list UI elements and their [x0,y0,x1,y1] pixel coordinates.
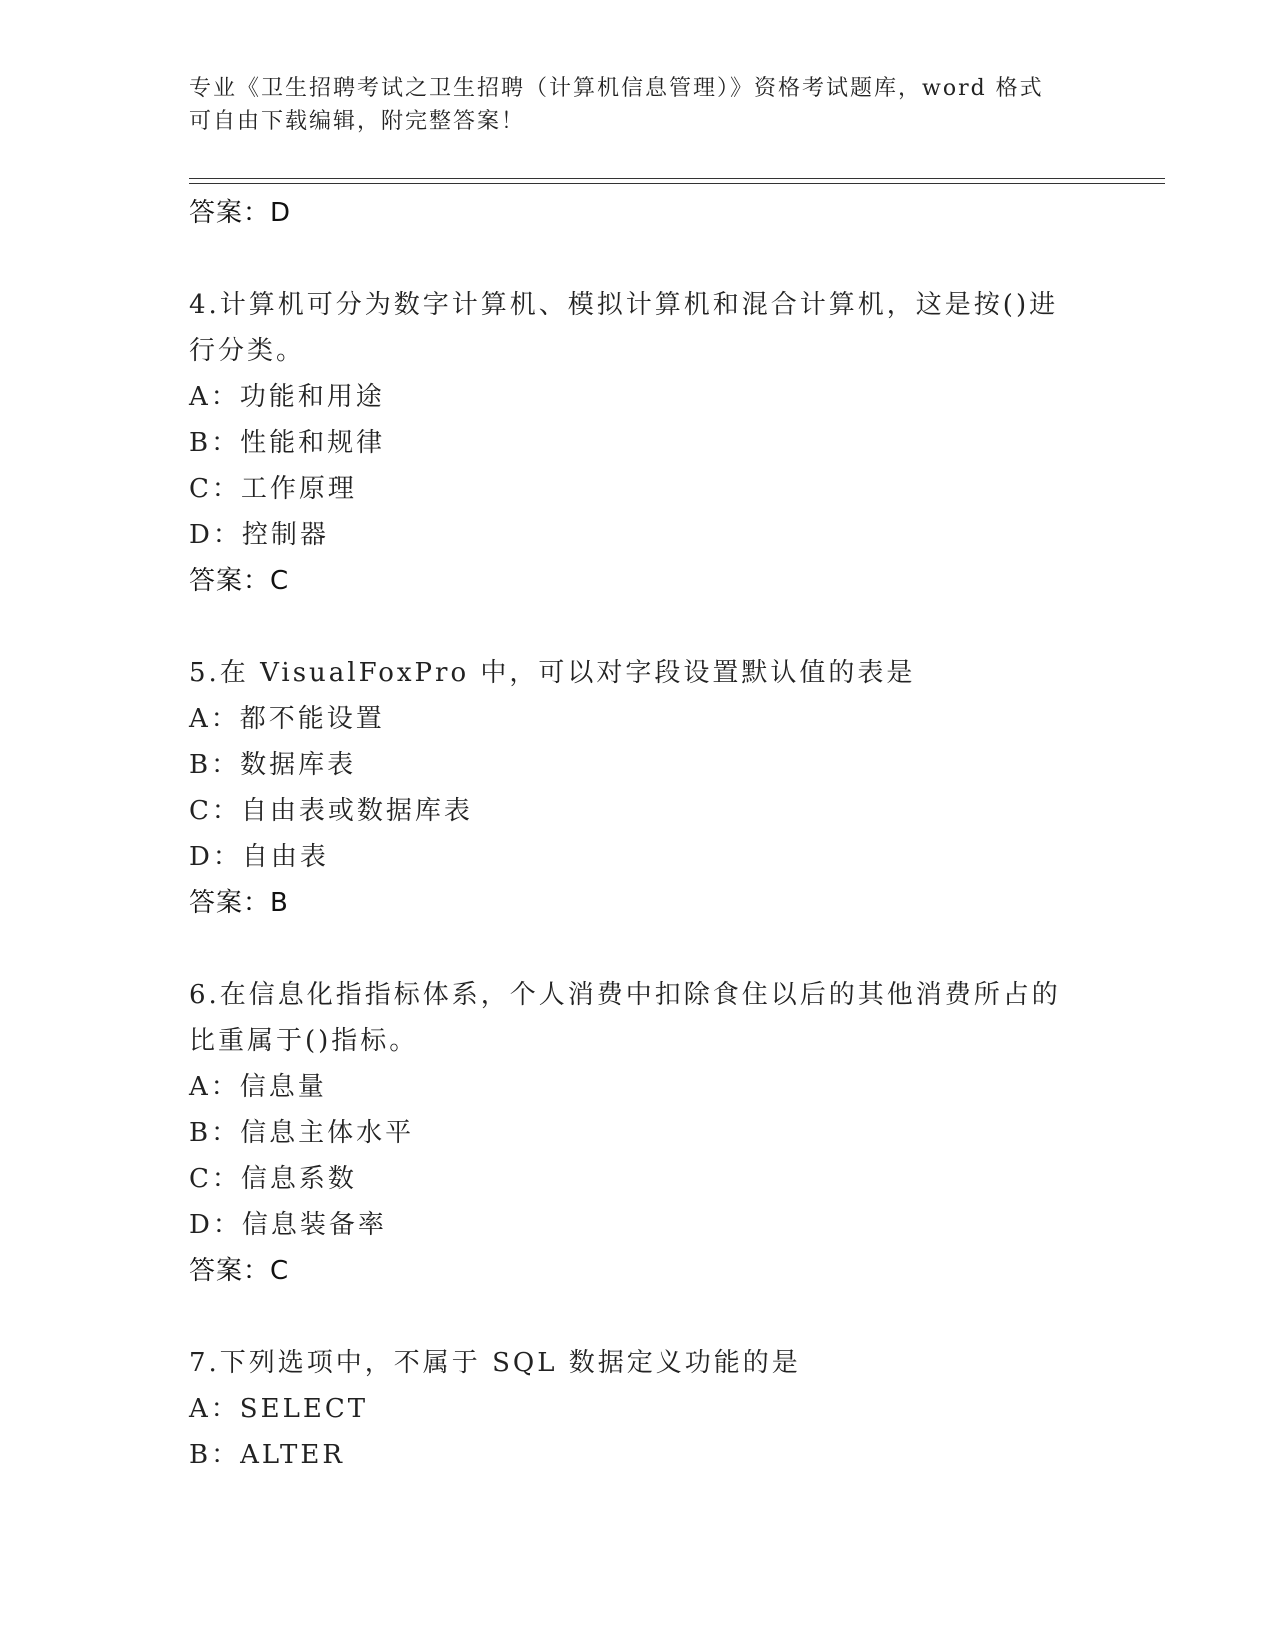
option-d: D：控制器 [189,520,329,550]
question-stem-line: 6.在信息化指指标体系，个人消费中扣除食住以后的其他消费所占的 [189,980,1061,1010]
question-4 [189,282,1089,604]
option-c: C：信息系数 [189,1164,357,1194]
spacer [189,1294,1089,1340]
question-7 [189,1340,1089,1478]
previous-question-answer: 答案：D [189,198,292,228]
question-list [189,190,1089,1478]
question-stem-line: 5.在 VisualFoxPro 中，可以对字段设置默认值的表是 [189,658,916,688]
question-stem [189,1340,1089,1386]
question-5 [189,650,1089,926]
question-stem [189,650,1089,696]
option-a: A：SELECT [189,1394,369,1424]
header-line-1: 专业《卫生招聘考试之卫生招聘（计算机信息管理）》资格考试题库，word 格式 [189,76,1044,101]
header-divider-bottom [189,183,1165,184]
option-c: C：工作原理 [189,474,357,504]
question-answer: 答案：C [189,566,290,596]
question-stem [189,282,1089,374]
option-c: C：自由表或数据库表 [189,796,473,826]
question-stem-line: 行分类。 [189,336,306,366]
option-b: B：ALTER [189,1440,345,1470]
question-stem-line: 比重属于()指标。 [189,1026,419,1056]
header-line-2: 可自由下载编辑，附完整答案！ [189,109,526,134]
spacer [189,604,1089,650]
question-answer: 答案：C [189,1256,290,1286]
header-divider-top [189,178,1165,179]
question-stem [189,972,1089,1064]
question-stem-line: 4.计算机可分为数字计算机、模拟计算机和混合计算机，这是按()进 [189,290,1059,320]
option-a: A：信息量 [189,1072,327,1102]
question-stem-line: 7.下列选项中，不属于 SQL 数据定义功能的是 [189,1348,801,1378]
option-d: D：自由表 [189,842,329,872]
option-a: A：都不能设置 [189,704,385,734]
option-b: B：性能和规律 [189,428,386,458]
question-6 [189,972,1089,1294]
option-d: D：信息装备率 [189,1210,387,1240]
question-answer: 答案：B [189,888,289,918]
option-b: B：信息主体水平 [189,1118,415,1148]
document-header [189,72,1089,138]
option-a: A：功能和用途 [189,382,385,412]
spacer [189,236,1089,282]
option-b: B：数据库表 [189,750,357,780]
spacer [189,926,1089,972]
